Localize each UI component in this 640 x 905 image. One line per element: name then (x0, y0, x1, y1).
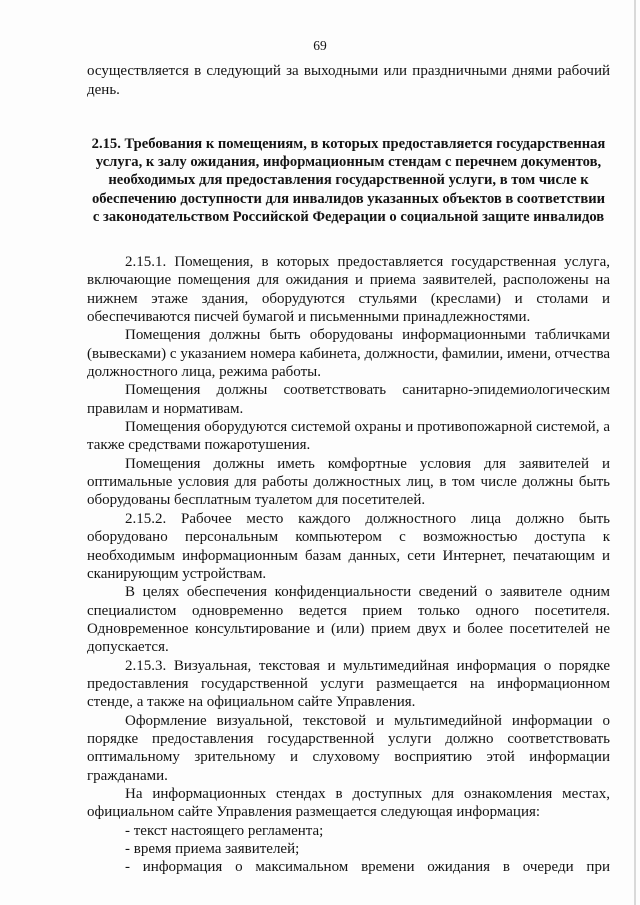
list-item: - информация о максимальном времени ожидания в очереди при (125, 859, 610, 876)
paragraph: На информационных стендах в доступных для ознакомления местах, официальном сайте Управления размещается следующая информация: (87, 785, 610, 821)
paragraph: Помещения оборудуются системой охраны и противопожарной системой, а также средствами пожаротушения. (87, 419, 610, 454)
paragraph: Помещения должны соответствовать санитарно-эпидемиологическим правилам и нормативам. (87, 382, 610, 417)
page-edge (634, 0, 636, 905)
paragraph: 2.15.3. Визуальная, текстовая и мультимедийная информация о порядке предоставления государственной услуги размещается на информационном стенде, а также на официальном сайте Управления. (87, 657, 610, 711)
list-item: - текст настоящего регламента; (125, 822, 324, 839)
paragraph: В целях обеспечения конфиденциальности сведений о заявителе одним специалистом одновременно ведется прием только одного посетителя. Одновременное консультирование и (или) прием двух и более посетителей не допускается. (87, 584, 610, 656)
paragraph: Помещения должны быть оборудованы информационными табличками (вывесками) с указанием номера кабинета, должности, фамилии, имени, отчества должностного лица, режима работы. (87, 327, 610, 381)
paragraph: 2.15.1. Помещения, в которых предоставляется государственная услуга, включающие помещения для ожидания и приема заявителей, расположены на нижнем этаже здания, оборудуются стульями (креслами) и столами и обеспечиваются писчей бумагой и письменными принадлежностями. (87, 254, 610, 326)
list-item: - время приема заявителей; (125, 841, 300, 857)
paragraph: Оформление визуальной, текстовой и мультимедийной информации о порядке предоставления государственной услуги должно соответствовать оптимальному зрительному и слуховому восприятию этой информации гражданами. (87, 712, 610, 784)
page-number: 69 (313, 38, 327, 53)
paragraph: 2.15.2. Рабочее место каждого должностного лица должно быть оборудовано персональным компьютером с возможностью доступа к необходимым информационным базам данных, сети Интернет, печатающим и сканирующим устройствам. (87, 510, 610, 582)
paragraph: Помещения должны иметь комфортные условия для заявителей и оптимальные условия для работы должностных лиц, в том числе должны быть оборудованы бесплатным туалетом для посетителей. (87, 455, 610, 509)
intro-text: осуществляется в следующий за выходными или праздничными днями рабочий день. (87, 63, 610, 98)
section-body (87, 253, 610, 877)
section-heading: 2.15. Требования к помещениям, в которых предоставляется государственная услуга, к залу ожидания, информационным стендам с перечнем документов, необходимых для предоставления государственной услуги, в том числе к обеспечению доступности для инвалидов указанных объектов в соответствии с законодательством Российской Федерации о социальной защите инвалидов (91, 136, 606, 225)
